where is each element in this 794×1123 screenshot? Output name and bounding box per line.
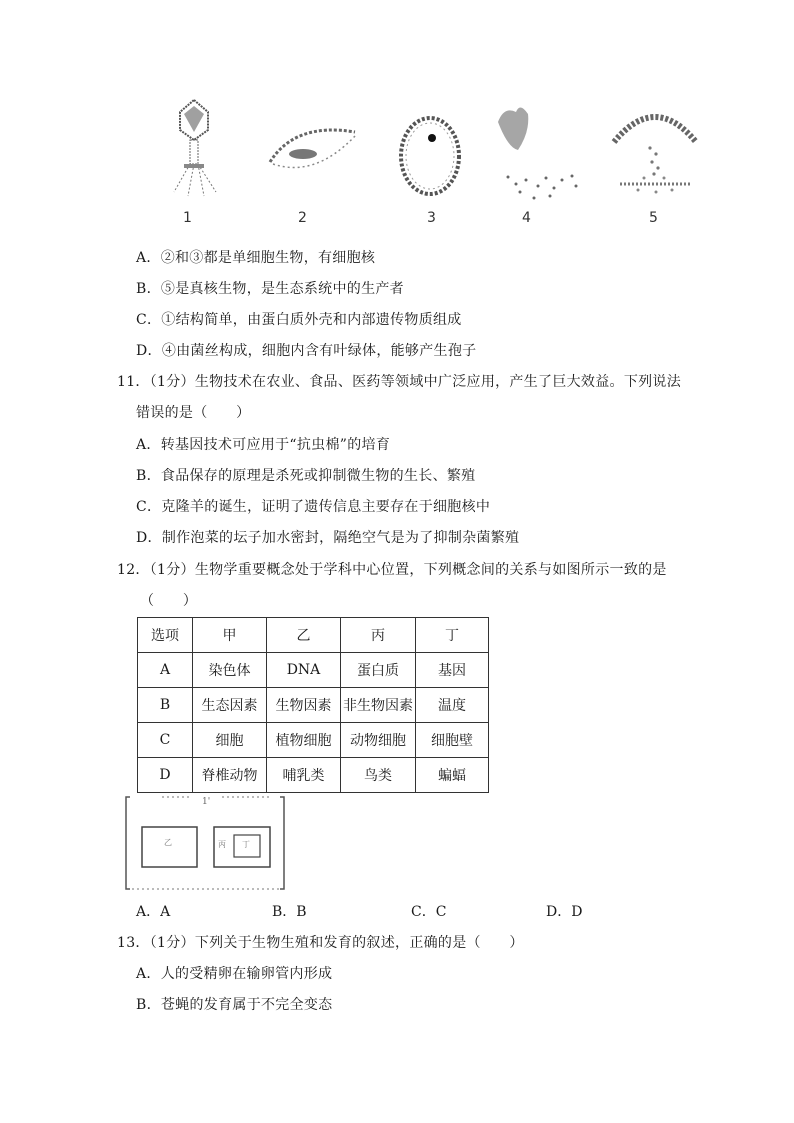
q10-option-b[interactable]: B．⑤是真核生物，是生态系统中的生产者 bbox=[136, 281, 404, 297]
q12-choice-c[interactable]: C．C bbox=[411, 904, 447, 920]
mushroom-image bbox=[610, 92, 700, 202]
table-cell: 生态因素 bbox=[193, 688, 267, 723]
table-header-cell: 甲 bbox=[193, 618, 267, 653]
table-cell: 哺乳类 bbox=[267, 758, 341, 793]
table-cell: DNA bbox=[267, 653, 341, 688]
q10-option-c[interactable]: C．①结构简单，由蛋白质外壳和内部遗传物质组成 bbox=[136, 312, 462, 328]
diagram-right-label: 丙 bbox=[218, 840, 226, 849]
figure-label-5: 5 bbox=[649, 210, 658, 226]
table-header-row bbox=[138, 618, 489, 653]
table-header-cell: 丙 bbox=[341, 618, 416, 653]
protist-image bbox=[265, 92, 365, 202]
q11-stem-line2: 错误的是（ ） bbox=[136, 405, 251, 421]
table-cell: 染色体 bbox=[193, 653, 267, 688]
q12-choice-d[interactable]: D．D bbox=[546, 904, 583, 920]
table-cell: 细胞壁 bbox=[416, 723, 489, 758]
table-cell: D bbox=[138, 758, 193, 793]
table-cell: 鸟类 bbox=[341, 758, 416, 793]
table-cell: 非生物因素 bbox=[341, 688, 416, 723]
concept-diagram bbox=[122, 793, 292, 893]
table-row bbox=[138, 723, 489, 758]
organism-figure bbox=[150, 92, 710, 242]
q12-choice-a[interactable]: A．A bbox=[136, 904, 171, 920]
q12-options-table bbox=[137, 617, 489, 793]
q10-option-d[interactable]: D．④由菌丝构成，细胞内含有叶绿体，能够产生孢子 bbox=[136, 343, 477, 359]
q11-option-c[interactable]: C．克隆羊的诞生，证明了遗传信息主要存在于细胞核中 bbox=[136, 499, 491, 515]
table-cell: 温度 bbox=[416, 688, 489, 723]
table-row bbox=[138, 653, 489, 688]
concept-diagram-frame bbox=[122, 793, 292, 893]
table-cell: 植物细胞 bbox=[267, 723, 341, 758]
table-header-cell: 选项 bbox=[138, 618, 193, 653]
figure-label-1: 1 bbox=[183, 210, 192, 226]
diagram-left-label: 乙 bbox=[164, 838, 172, 847]
table-cell: 细胞 bbox=[193, 723, 267, 758]
table-cell: 脊椎动物 bbox=[193, 758, 267, 793]
table-cell: 动物细胞 bbox=[341, 723, 416, 758]
q13-option-a[interactable]: A．人的受精卵在输卵管内形成 bbox=[136, 966, 333, 982]
table-row bbox=[138, 688, 489, 723]
q12-choice-b[interactable]: B．B bbox=[272, 904, 307, 920]
table-cell: B bbox=[138, 688, 193, 723]
q11-stem-line1: 11．（1分）生物技术在农业、食品、医药等领域中广泛应用，产生了巨大效益。下列说法 bbox=[117, 374, 682, 390]
table-header-cell: 乙 bbox=[267, 618, 341, 653]
q11-option-d[interactable]: D．制作泡菜的坛子加水密封，隔绝空气是为了抑制杂菌繁殖 bbox=[136, 530, 520, 546]
table-cell: 基因 bbox=[416, 653, 489, 688]
figure-label-3: 3 bbox=[427, 210, 436, 226]
table-cell: 生物因素 bbox=[267, 688, 341, 723]
q11-option-a[interactable]: A．转基因技术可应用于“抗虫棉”的培育 bbox=[136, 437, 391, 453]
mold-image bbox=[490, 92, 585, 202]
figure-label-2: 2 bbox=[298, 210, 307, 226]
table-cell: A bbox=[138, 653, 193, 688]
q11-option-b[interactable]: B．食品保存的原理是杀死或抑制微生物的生长、繁殖 bbox=[136, 468, 476, 484]
q12-stem-line1: 12．（1分）生物学重要概念处于学科中心位置，下列概念间的关系与如图所示一致的是 bbox=[117, 562, 667, 578]
figure-label-4: 4 bbox=[522, 210, 531, 226]
table-row bbox=[138, 758, 489, 793]
table-cell: C bbox=[138, 723, 193, 758]
phage-image bbox=[164, 92, 224, 202]
q10-option-a[interactable]: A．②和③都是单细胞生物，有细胞核 bbox=[136, 250, 376, 266]
diagram-inner-label: 丁 bbox=[242, 840, 250, 849]
q12-stem-line2: （ ） bbox=[140, 593, 198, 609]
yeast-image bbox=[395, 92, 465, 202]
table-cell: 蝙蝠 bbox=[416, 758, 489, 793]
diagram-outer-label: 1' bbox=[202, 797, 211, 807]
q13-stem: 13．（1分）下列关于生物生殖和发育的叙述，正确的是（ ） bbox=[117, 935, 524, 951]
table-header-cell: 丁 bbox=[416, 618, 489, 653]
table-cell: 蛋白质 bbox=[341, 653, 416, 688]
q13-option-b[interactable]: B．苍蝇的发育属于不完全变态 bbox=[136, 997, 333, 1013]
